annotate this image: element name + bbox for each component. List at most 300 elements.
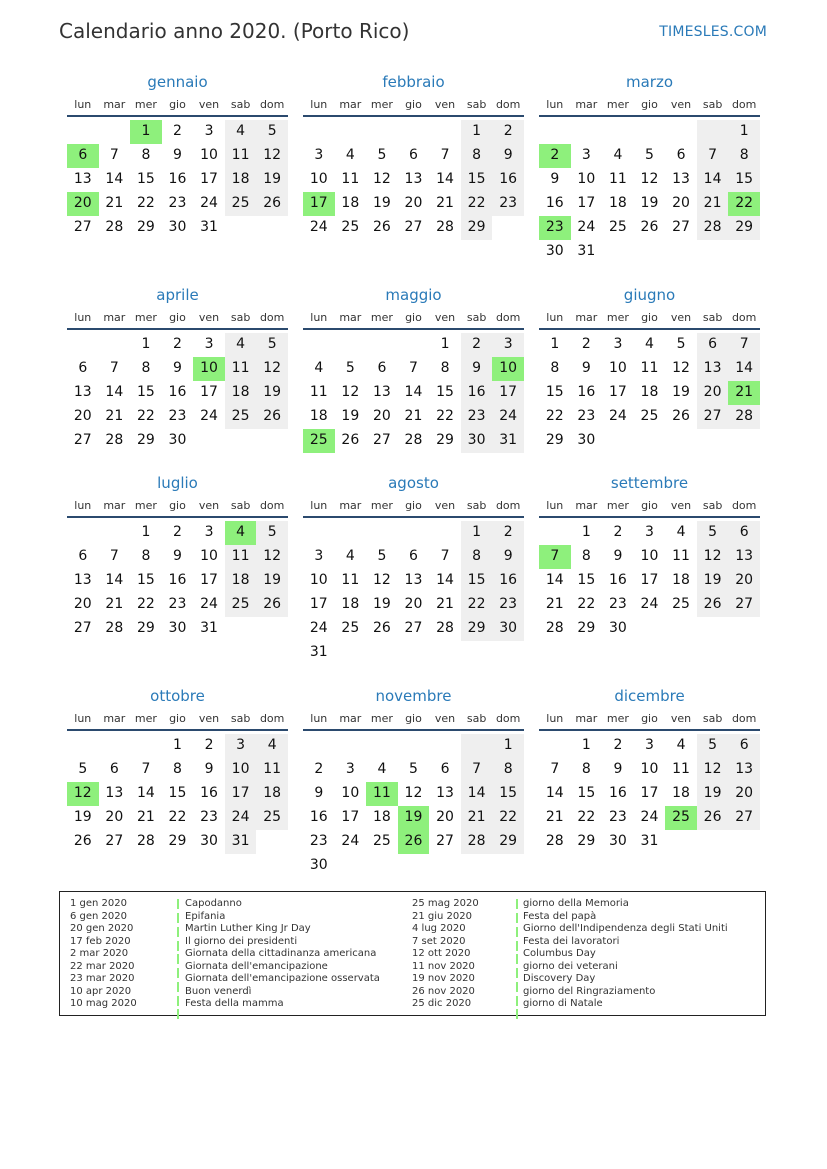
legend-names-right	[523, 898, 728, 1011]
day-cell: 16	[492, 168, 524, 192]
empty-cell	[539, 120, 571, 144]
holiday-day-cell: 22	[728, 192, 760, 216]
empty-cell	[461, 734, 493, 758]
day-cell: 22	[436, 408, 454, 424]
day-cell: 7	[109, 360, 119, 376]
day-cell: 22	[136, 195, 155, 211]
day-cell: 28	[136, 833, 155, 849]
weekday-label: gio	[641, 499, 658, 512]
day-cell: 15	[461, 569, 493, 593]
day-cell: 13	[728, 545, 760, 569]
weekday-label: mer	[134, 311, 157, 324]
legend-holiday-name: Capodanno	[185, 898, 242, 909]
day-cell: 14	[728, 357, 760, 381]
day-cell: 28	[545, 833, 564, 849]
day-grid	[303, 120, 524, 240]
day-cell: 9	[550, 171, 560, 187]
day-cell: 27	[697, 405, 729, 429]
weekday-label: lun	[74, 499, 92, 512]
day-cell: 11	[341, 572, 360, 588]
day-cell: 5	[256, 521, 288, 545]
legend-holiday-name: giorno della Memoria	[523, 898, 629, 909]
weekday-label: gio	[405, 311, 422, 324]
weekday-label: mar	[575, 98, 598, 111]
empty-cell	[398, 521, 430, 545]
weekday-label: mar	[339, 311, 362, 324]
weekday-label: ven	[198, 311, 220, 324]
empty-cell	[303, 120, 335, 144]
empty-cell	[429, 120, 461, 144]
day-cell: 17	[225, 782, 257, 806]
day-cell: 3	[204, 336, 214, 352]
day-cell: 28	[461, 830, 493, 854]
holiday-day-cell: 10	[193, 357, 225, 381]
day-cell: 6	[728, 734, 760, 758]
day-cell: 3	[225, 734, 257, 758]
day-cell: 29	[436, 432, 454, 448]
empty-cell	[539, 521, 571, 545]
weekday-label: ven	[670, 499, 692, 512]
day-cell: 8	[461, 545, 493, 569]
day-cell: 3	[613, 336, 623, 352]
month-name: luglio	[157, 474, 198, 492]
day-cell: 26	[697, 593, 729, 617]
day-cell: 4	[345, 147, 355, 163]
legend-marker	[516, 913, 518, 926]
day-cell: 17	[640, 785, 659, 801]
day-cell: 20	[372, 408, 391, 424]
day-grid	[539, 333, 760, 453]
day-cell: 29	[461, 216, 493, 240]
empty-cell	[366, 734, 398, 758]
day-cell: 5	[409, 761, 418, 777]
holiday-day-cell: 20	[67, 192, 99, 216]
day-cell: 5	[676, 336, 686, 352]
day-cell: 17	[577, 195, 596, 211]
weekday-label: dom	[259, 712, 285, 725]
legend-marker	[177, 982, 179, 995]
legend-holiday-name: Giornata della cittadinanza americana	[185, 948, 377, 959]
holiday-day-cell: 25	[303, 429, 335, 453]
day-cell: 11	[640, 360, 659, 376]
day-grid	[67, 521, 288, 641]
day-cell: 29	[492, 830, 524, 854]
day-grid	[303, 734, 524, 878]
legend-holiday-name: Epifania	[185, 910, 226, 922]
weekday-label: mar	[575, 712, 598, 725]
month-agosto	[303, 473, 524, 665]
day-cell: 24	[640, 809, 659, 825]
empty-cell	[303, 734, 335, 758]
day-cell: 29	[136, 219, 155, 235]
day-cell: 13	[436, 785, 454, 801]
day-cell: 15	[461, 168, 493, 192]
weekday-label: gio	[641, 98, 658, 111]
holiday-day-cell: 25	[665, 806, 697, 830]
day-cell: 8	[550, 360, 560, 376]
day-cell: 9	[173, 147, 182, 163]
holiday-day-cell: 19	[398, 806, 430, 830]
weekday-label: dom	[731, 311, 757, 324]
day-cell: 18	[608, 195, 627, 211]
day-cell: 28	[404, 432, 423, 448]
empty-cell	[99, 333, 131, 357]
day-cell: 12	[341, 384, 360, 400]
day-cell: 15	[577, 785, 596, 801]
day-cell: 25	[256, 806, 288, 830]
site-link[interactable]: TIMESLES.COM	[659, 24, 767, 40]
day-cell: 11	[672, 548, 690, 564]
day-cell: 24	[341, 833, 360, 849]
day-cell: 5	[256, 120, 288, 144]
weekday-header	[303, 496, 524, 518]
day-cell: 3	[314, 147, 324, 163]
day-cell: 16	[577, 384, 596, 400]
day-cell: 22	[492, 806, 524, 830]
weekday-label: mer	[370, 499, 393, 512]
day-cell: 13	[372, 384, 391, 400]
weekday-label: lun	[74, 311, 92, 324]
day-cell: 25	[640, 408, 659, 424]
day-cell: 7	[109, 147, 119, 163]
day-cell: 23	[492, 192, 524, 216]
day-cell: 28	[545, 620, 564, 636]
day-cell: 23	[309, 833, 328, 849]
day-cell: 27	[436, 833, 454, 849]
legend-marker	[177, 941, 179, 954]
weekday-label: mer	[370, 311, 393, 324]
day-cell: 14	[545, 572, 564, 588]
day-cell: 14	[404, 384, 423, 400]
day-cell: 7	[728, 333, 760, 357]
weekday-label: lun	[546, 311, 564, 324]
day-cell: 8	[173, 761, 182, 777]
day-cell: 17	[200, 572, 218, 588]
day-cell: 16	[461, 381, 493, 405]
day-cell: 9	[173, 360, 182, 376]
day-cell: 10	[640, 761, 659, 777]
day-cell: 11	[672, 761, 690, 777]
day-cell: 3	[645, 737, 654, 753]
weekday-label: sab	[702, 712, 723, 725]
holiday-day-cell: 2	[539, 144, 571, 168]
legend-date: 22 mar 2020	[70, 960, 135, 972]
weekday-label: gio	[641, 712, 658, 725]
weekday-label: lun	[310, 499, 328, 512]
day-cell: 14	[105, 572, 124, 588]
weekday-header	[67, 496, 288, 518]
day-cell: 13	[672, 171, 690, 187]
day-cell: 9	[581, 360, 591, 376]
day-cell: 2	[173, 123, 182, 139]
day-cell: 15	[545, 384, 564, 400]
month-giugno	[539, 285, 760, 453]
day-cell: 1	[461, 120, 493, 144]
day-cell: 30	[309, 857, 328, 873]
empty-cell	[665, 120, 697, 144]
day-cell: 1	[492, 734, 524, 758]
weekday-label: mer	[606, 712, 629, 725]
weekday-label: gio	[169, 499, 186, 512]
day-cell: 11	[225, 357, 257, 381]
month-febbraio	[303, 72, 524, 240]
day-cell: 27	[404, 219, 423, 235]
holiday-day-cell: 12	[67, 782, 99, 806]
legend-date: 11 nov 2020	[412, 960, 475, 972]
day-cell: 6	[728, 521, 760, 545]
day-cell: 19	[73, 809, 92, 825]
day-cell: 1	[141, 524, 151, 540]
weekday-label: lun	[74, 98, 92, 111]
day-cell: 21	[436, 596, 454, 612]
day-cell: 14	[105, 171, 124, 187]
day-cell: 1	[581, 524, 591, 540]
legend-date: 20 gen 2020	[70, 923, 134, 934]
weekday-label: sab	[230, 98, 251, 111]
day-cell: 10	[309, 171, 328, 187]
day-cell: 9	[492, 144, 524, 168]
weekday-label: dom	[495, 499, 521, 512]
day-cell: 4	[345, 548, 355, 564]
day-cell: 16	[168, 171, 187, 187]
day-cell: 20	[728, 782, 760, 806]
day-cell: 23	[168, 195, 187, 211]
day-cell: 21	[404, 408, 423, 424]
day-cell: 7	[440, 147, 450, 163]
legend-date: 10 mag 2020	[70, 998, 137, 1009]
legend-holiday-name: giorno del Ringraziamento	[523, 985, 656, 997]
weekday-label: mar	[575, 499, 598, 512]
day-cell: 15	[136, 384, 155, 400]
holiday-legend	[59, 891, 766, 1016]
weekday-label: ven	[670, 98, 692, 111]
day-cell: 6	[78, 360, 88, 376]
day-cell: 27	[672, 219, 690, 235]
day-cell: 20	[73, 596, 92, 612]
day-grid	[539, 521, 760, 641]
day-cell: 5	[377, 147, 387, 163]
day-cell: 28	[436, 620, 454, 636]
day-cell: 2	[492, 120, 524, 144]
day-cell: 5	[645, 147, 654, 163]
weekday-header	[303, 308, 524, 330]
day-cell: 4	[225, 333, 257, 357]
day-cell: 15	[728, 168, 760, 192]
day-cell: 2	[581, 336, 591, 352]
day-cell: 23	[168, 596, 187, 612]
legend-dates-left	[70, 898, 137, 1011]
weekday-label: sab	[230, 499, 251, 512]
month-maggio	[303, 285, 524, 453]
day-cell: 10	[200, 548, 218, 564]
day-cell: 31	[309, 644, 328, 660]
day-cell: 23	[492, 593, 524, 617]
day-cell: 22	[577, 809, 596, 825]
weekday-label: gio	[641, 311, 658, 324]
weekday-label: mer	[370, 98, 393, 111]
page-title: Calendario anno 2020. (Porto Rico)	[59, 19, 410, 43]
weekday-label: ven	[670, 311, 692, 324]
day-cell: 29	[577, 833, 596, 849]
weekday-label: lun	[310, 712, 328, 725]
weekday-label: dom	[731, 712, 757, 725]
day-cell: 26	[256, 192, 288, 216]
weekday-label: mer	[606, 499, 629, 512]
legend-holiday-name: giorno dei veterani	[523, 960, 618, 972]
day-cell: 1	[141, 336, 151, 352]
day-cell: 4	[377, 761, 387, 777]
weekday-label: sab	[702, 311, 723, 324]
day-cell: 29	[168, 833, 187, 849]
day-cell: 5	[256, 333, 288, 357]
day-cell: 26	[640, 219, 659, 235]
day-cell: 18	[341, 596, 360, 612]
weekday-header	[303, 709, 524, 731]
weekday-label: sab	[230, 311, 251, 324]
day-cell: 20	[436, 809, 454, 825]
empty-cell	[99, 120, 131, 144]
weekday-label: dom	[495, 712, 521, 725]
legend-marker	[177, 954, 179, 967]
day-cell: 17	[200, 171, 218, 187]
day-cell: 30	[168, 432, 187, 448]
weekday-label: ven	[198, 499, 220, 512]
empty-cell	[602, 120, 634, 144]
day-cell: 6	[409, 147, 418, 163]
day-cell: 16	[608, 572, 627, 588]
day-cell: 19	[697, 569, 729, 593]
day-cell: 12	[256, 545, 288, 569]
day-cell: 22	[545, 408, 564, 424]
day-cell: 10	[309, 572, 328, 588]
month-novembre	[303, 686, 524, 878]
day-cell: 3	[645, 524, 654, 540]
weekday-label: ven	[198, 98, 220, 111]
weekday-label: lun	[74, 712, 92, 725]
day-cell: 28	[697, 216, 729, 240]
month-marzo	[539, 72, 760, 264]
empty-cell	[398, 120, 430, 144]
day-cell: 21	[545, 596, 564, 612]
day-cell: 30	[608, 833, 627, 849]
day-cell: 10	[577, 171, 596, 187]
weekday-header	[67, 308, 288, 330]
day-cell: 8	[492, 758, 524, 782]
day-cell: 1	[728, 120, 760, 144]
weekday-label: lun	[310, 311, 328, 324]
legend-marker	[516, 941, 518, 954]
legend-date: 7 set 2020	[412, 935, 466, 947]
day-cell: 12	[697, 758, 729, 782]
day-cell: 25	[225, 192, 257, 216]
legend-date: 6 gen 2020	[70, 910, 128, 922]
empty-cell	[335, 333, 367, 357]
legend-holiday-name: Buon venerdì	[185, 985, 252, 997]
weekday-header	[539, 709, 760, 731]
day-cell: 1	[440, 336, 450, 352]
day-cell: 9	[461, 357, 493, 381]
day-grid	[67, 734, 288, 854]
day-cell: 20	[105, 809, 124, 825]
month-name: novembre	[375, 687, 452, 705]
weekday-label: mar	[103, 98, 126, 111]
weekday-label: mer	[134, 98, 157, 111]
day-cell: 31	[492, 429, 524, 453]
day-cell: 11	[256, 758, 288, 782]
day-cell: 5	[345, 360, 355, 376]
empty-cell	[366, 120, 398, 144]
weekday-label: sab	[466, 499, 487, 512]
weekday-label: ven	[434, 311, 456, 324]
weekday-header	[67, 709, 288, 731]
weekday-label: dom	[731, 98, 757, 111]
holiday-day-cell: 1	[130, 120, 162, 144]
day-cell: 10	[225, 758, 257, 782]
day-cell: 19	[256, 569, 288, 593]
day-cell: 2	[173, 336, 182, 352]
day-cell: 15	[577, 572, 596, 588]
day-cell: 9	[613, 548, 623, 564]
day-cell: 19	[256, 381, 288, 405]
weekday-header	[539, 496, 760, 518]
day-cell: 12	[372, 572, 391, 588]
day-grid	[303, 333, 524, 453]
weekday-label: mar	[339, 712, 362, 725]
day-cell: 23	[608, 596, 627, 612]
empty-cell	[697, 120, 729, 144]
day-cell: 22	[168, 809, 187, 825]
day-cell: 21	[105, 195, 124, 211]
day-cell: 8	[728, 144, 760, 168]
weekday-label: gio	[405, 98, 422, 111]
weekday-label: gio	[169, 311, 186, 324]
month-luglio	[67, 473, 288, 641]
day-cell: 27	[73, 620, 92, 636]
weekday-label: ven	[670, 712, 692, 725]
day-cell: 23	[461, 405, 493, 429]
weekday-label: ven	[198, 712, 220, 725]
day-cell: 12	[672, 360, 690, 376]
day-cell: 7	[461, 758, 493, 782]
legend-date: 4 lug 2020	[412, 923, 466, 934]
holiday-day-cell: 4	[225, 521, 257, 545]
weekday-header	[539, 95, 760, 117]
month-name: giugno	[623, 286, 676, 304]
legend-date: 2 mar 2020	[70, 948, 129, 959]
day-cell: 13	[728, 758, 760, 782]
weekday-label: mer	[370, 712, 393, 725]
legend-marker	[177, 968, 179, 981]
day-cell: 5	[697, 734, 729, 758]
legend-marker	[177, 927, 179, 940]
weekday-label: sab	[702, 499, 723, 512]
day-cell: 9	[314, 785, 324, 801]
day-cell: 11	[608, 171, 627, 187]
weekday-label: sab	[466, 712, 487, 725]
day-cell: 12	[404, 785, 423, 801]
day-cell: 16	[545, 195, 564, 211]
day-cell: 6	[697, 333, 729, 357]
day-cell: 15	[168, 785, 187, 801]
day-cell: 12	[640, 171, 659, 187]
day-grid	[303, 521, 524, 665]
holiday-day-cell: 26	[398, 830, 430, 854]
day-grid	[67, 333, 288, 453]
day-cell: 28	[105, 432, 124, 448]
day-cell: 6	[377, 360, 387, 376]
day-cell: 21	[105, 596, 124, 612]
day-cell: 25	[341, 219, 360, 235]
